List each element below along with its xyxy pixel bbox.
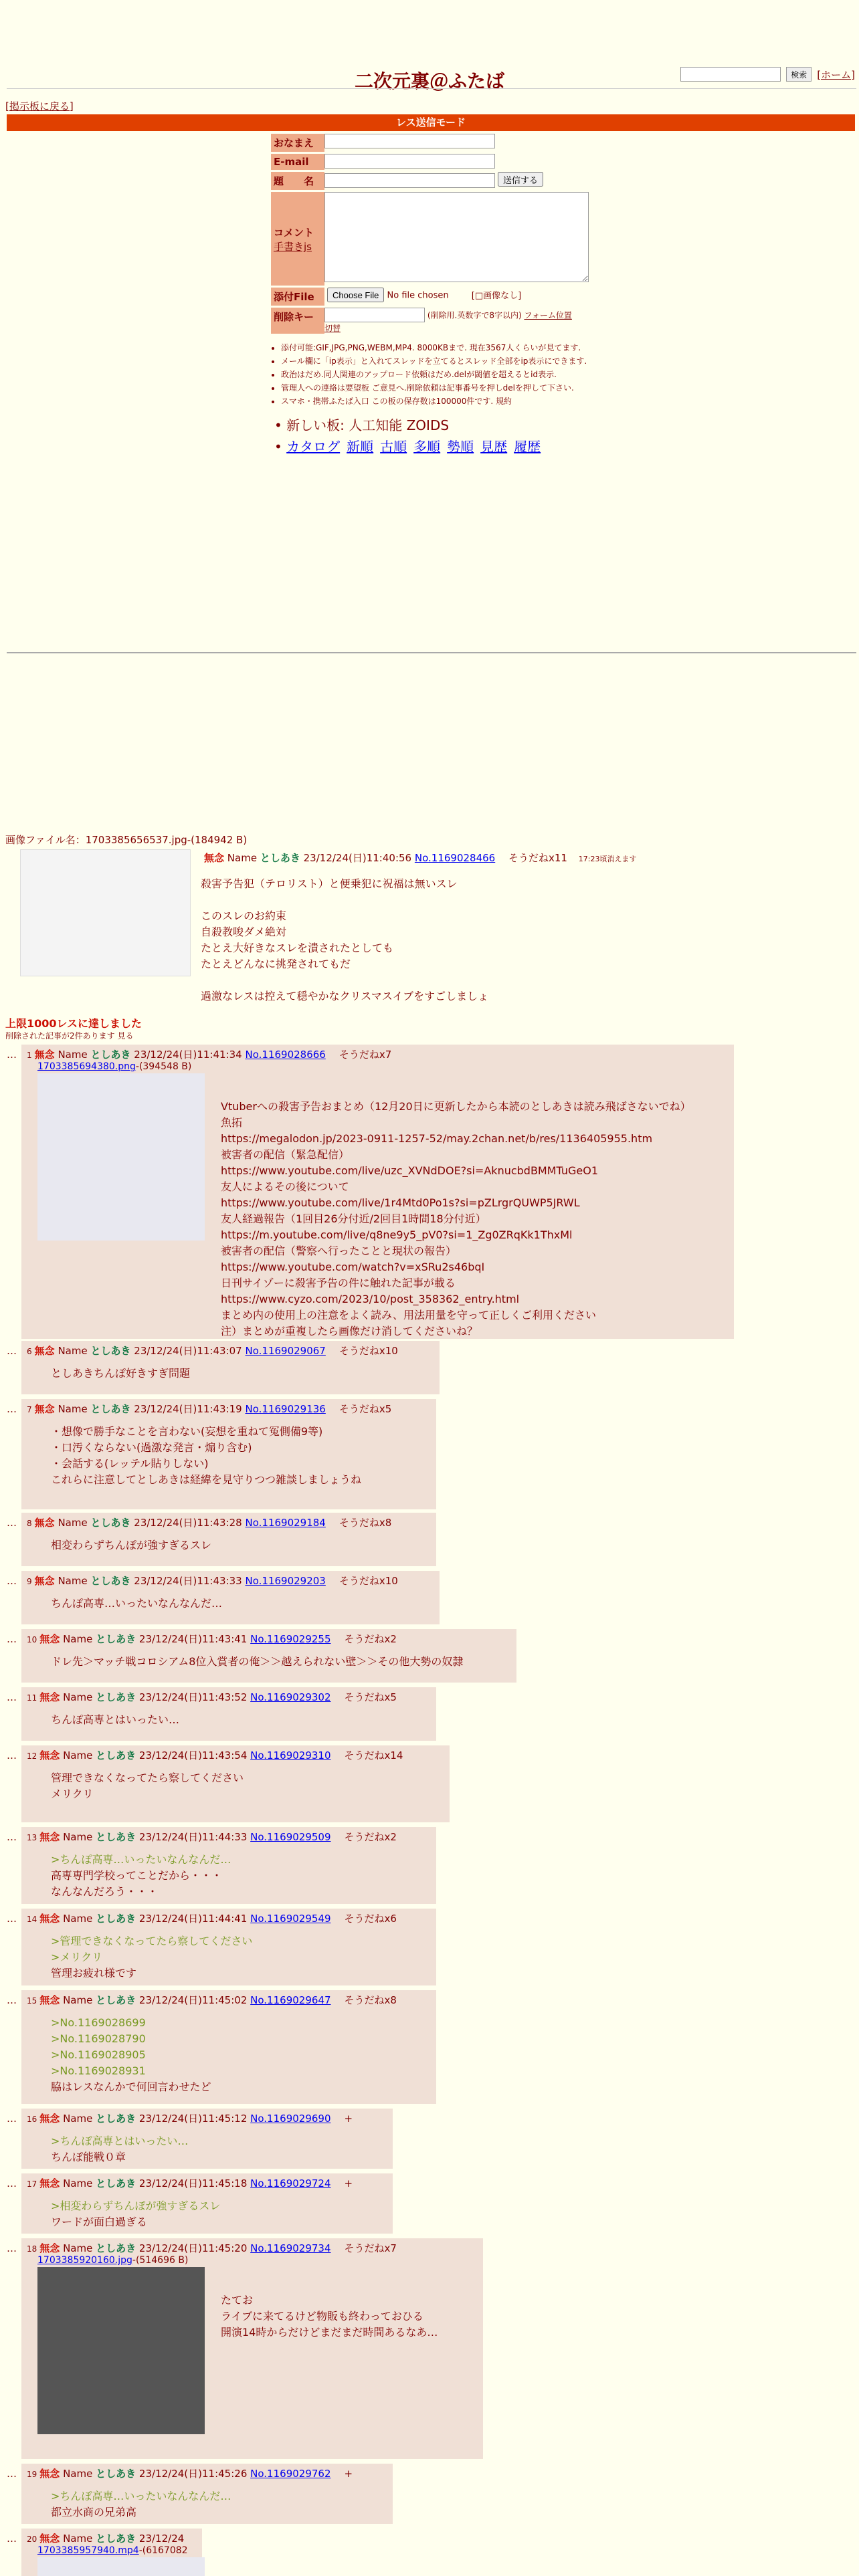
attachment-link[interactable]: 1703385957940.mp4 [37,2545,139,2556]
form-position-link[interactable]: フォーム位置 [524,310,572,320]
choose-file-button[interactable]: Choose File [327,288,384,302]
name-input[interactable] [324,134,495,148]
attachment-link[interactable]: 1703385920160.jpg [37,2255,132,2266]
response-date: 23/12/24(日)11:44:41 [138,1913,248,1925]
attachment-thumbnail[interactable] [37,2267,205,2434]
name-label: おなまえ [271,134,324,152]
search-button[interactable]: 検索 [786,67,812,82]
response-body: ちんぽ高専…いったいなんなんだ… [51,1597,223,1610]
soudane-button[interactable]: そうだねx6 [344,1913,397,1925]
response-header: 15 無念 Name としあき 23/12/24(日)11:45:02 No.1169029647 そうだねx8 [27,1994,397,2006]
response-date: 23/12/24 [138,2533,185,2545]
reply-dots: … [7,1049,17,1061]
notes-list [274,341,609,408]
response-12 [21,1745,450,1822]
response-10 [21,1629,516,1683]
response-header: 20 無念 Name としあき 23/12/24 [27,2533,185,2545]
response-number-link[interactable]: No.1169029509 [250,1831,331,1843]
note-item: • メール欄に「ip表示」と入れてスレッドを立てるとスレッド全部をip表示にできます. [281,354,609,368]
response-quote: >ちんぽ高専とはいったい… [51,2135,189,2147]
comment-label: コメント [274,227,314,239]
back-to-board-link[interactable]: [掲示板に戻る] [5,100,74,112]
response-body: ・想像で勝手なことを言わない(妄想を重ねて冤側備9等) ・口汚くならない(過激な発言・煽り含む) ・会話する(レッテル貼りしない) これらに注意してとしあきは経緯を見守りつつ雑談しましょうね [51,1425,362,1486]
response-6 [21,1341,440,1394]
home-link[interactable]: [ホーム] [817,68,855,81]
email-input[interactable] [324,154,495,169]
response-quote: >相変わらずちんぽが強すぎるスレ [51,2199,221,2212]
reply-dots: … [7,2468,17,2480]
most-link[interactable]: 多順 [413,439,441,455]
subject-label: 題 名 [271,172,324,190]
response-number-link[interactable]: No.1169029549 [250,1913,331,1925]
divider [7,88,856,89]
response-header: 11 無念 Name としあき 23/12/24(日)11:43:52 No.1169029302 そうだねx5 [27,1691,397,1703]
response-date: 23/12/24(日)11:43:28 [134,1517,242,1529]
reply-dots: … [7,1691,17,1703]
response-header: 7 無念 Name としあき 23/12/24(日)11:43:19 No.1169029136 そうだねx5 [27,1403,392,1415]
response-8 [21,1513,436,1566]
attachment-size: -(394548 B) [135,1061,192,1072]
response-body: ちんぽ能戦０章 [51,2151,126,2163]
divider [7,652,856,653]
response-date: 23/12/24(日)11:45:20 [138,2242,248,2254]
response-20 [21,2529,202,2576]
response-header: 1 無念 Name としあき 23/12/24(日)11:41:34 No.1169028666 そうだねx7 [27,1049,392,1061]
response-header: 18 無念 Name としあき 23/12/24(日)11:45:20 No.1169029734 そうだねx7 [27,2242,397,2254]
reply-dots: … [7,1633,17,1645]
response-body: 管理できなくなってたら察してください メリクリ [51,1772,244,1800]
reply-dots: … [7,1345,17,1357]
response-body: 相変わらずちんぽが強すぎるスレ [51,1539,212,1551]
newest-link[interactable]: 新順 [347,439,374,455]
email-label: E-mail [271,154,324,170]
response-number-link[interactable]: No.1169029690 [250,2113,331,2125]
oldest-link[interactable]: 古順 [380,439,407,455]
response-date: 23/12/24(日)11:43:33 [134,1575,242,1587]
response-body: 都立水商の兄弟高 [51,2506,137,2518]
soudane-button[interactable]: + [344,2177,353,2189]
response-16 [21,2109,393,2169]
reply-dots: … [7,2177,17,2189]
attachment-size: -(6167082 [138,2545,188,2556]
reply-dots: … [7,1517,17,1529]
note-item: • 管理人への連絡は要望板 ご意見へ.削除依頼は記事番号を押しdelを押して下さい. [281,381,609,395]
response-18 [21,2238,483,2459]
response-number-link[interactable]: No.1169028666 [245,1049,326,1061]
response-date: 23/12/24(日)11:43:19 [134,1403,242,1415]
op-header: 無念 Name としあき 23/12/24(日)11:40:56 No.1169028466 そうだねx11 17:23頃消えます [204,852,637,864]
attachment-size: -(514696 B) [132,2255,189,2266]
response-number-link[interactable]: No.1169029647 [250,1994,331,2006]
note-item: • スマホ・携帯ふたば入口 この板の保存数は100000件です. 規約 [281,395,609,408]
delete-key-input[interactable] [324,308,425,322]
response-13 [21,1827,436,1904]
soudane-button[interactable]: そうだねx14 [344,1749,403,1761]
soudane-button[interactable]: + [344,2113,353,2125]
response-body: Vtuberへの殺害予告おまとめ（12月20日に更新したから本読のとしあきは読み飛ばさないでね） 魚拓 https://megalodon.jp/2023-0911-1257-52/may.2chan.net/b/res/1136405955.htm 被害者の配信（緊急配信） https://www.youtube.com/live/uzc_XVNdDOE?si=AknucbdBMMTuGeO1 友人によるその後について https://www.youtube.com/live/1r4Mtd0Po1s?si=pZLrgrQUWP5JRWL 友人経過報告（1回目26分付近/2回目1時間18分付近） https://m.youtube.com/live/q8ne9y5_pV0?si=1_Zg0ZRqKk1ThxMl 被害者の配信（警察へ行ったことと現状の報告） https://www.youtube.com/watch?v=xSRu2s46bqI 日刊サイゾーに殺害予告の件に触れた記事が載る https://www.cyzo.com/2023/10/post_358362_entry.html まとめ内の使用上の注意をよく読み、用法用量を守って正しくご利用ください 注）まとめが重複したら画像だけ消してくださいね？ [221,1100,691,1337]
deleted-note[interactable]: 削除された記事が2件あります 見る [5,1031,134,1041]
response-15 [21,1990,436,2104]
response-date: 23/12/24(日)11:43:54 [138,1749,248,1761]
response-number-link[interactable]: No.1169029255 [250,1633,331,1645]
response-quote: >No.1169028699 >No.1169028790 >No.1169028905 >No.1169028931 [51,2016,146,2077]
response-number-link[interactable]: No.1169029136 [245,1403,326,1415]
op-file-info[interactable]: 画像ファイル名：1703385656537.jpg-(184942 B) [5,834,248,846]
board-title: 二次元裏＠ふたば [354,70,504,92]
response-quote: >ちんぽ高専…いったいなんなんだ… [51,1853,231,1866]
new-board-link[interactable]: 新しい板: 人工知能 ZOIDS [286,417,450,433]
soudane-button[interactable]: そうだねx5 [344,1691,397,1703]
soudane-button[interactable]: そうだねx10 [339,1345,398,1357]
soudane-button[interactable]: + [344,2468,353,2480]
reply-dots: … [7,2113,17,2125]
response-header: 8 無念 Name としあき 23/12/24(日)11:43:28 No.1169029184 そうだねx8 [27,1517,392,1529]
soudane-button[interactable]: そうだねx10 [339,1575,398,1587]
soudane-button[interactable]: そうだねx7 [339,1049,392,1061]
response-header: 12 無念 Name としあき 23/12/24(日)11:43:54 No.1169029310 そうだねx14 [27,1749,403,1761]
reply-dots: … [7,1403,17,1415]
op-soudane[interactable]: そうだねx11 [508,852,567,864]
delete-key-note: (削除用.英数字で8字以内) [427,310,522,320]
response-body: ワードが面白過ぎる [51,2216,148,2228]
response-date: 23/12/24(日)11:43:07 [134,1345,242,1357]
catalog-link[interactable]: カタログ [286,439,341,455]
response-quote: >管理できなくなってたら察してください >メリクリ [51,1935,253,1963]
response-number-link[interactable]: No.1169029734 [250,2242,331,2254]
response-body: ちんぽ高専とはいったい… [51,1713,180,1726]
response-header: 10 無念 Name としあき 23/12/24(日)11:43:41 No.1169029255 そうだねx2 [27,1633,397,1645]
subject-input[interactable] [324,173,495,188]
reply-dots: … [7,1749,17,1761]
post-form [271,134,589,336]
reply-dots: … [7,1913,17,1925]
response-number-link[interactable]: No.1169029724 [250,2177,331,2189]
response-date: 23/12/24(日)11:45:02 [138,1994,248,2006]
response-date: 23/12/24(日)11:45:12 [138,2113,248,2125]
delete-key-label: 削除キー [271,308,324,334]
response-header: 16 無念 Name としあき 23/12/24(日)11:45:12 No.1169029690 + [27,2113,353,2125]
soudane-button[interactable]: そうだねx2 [344,1633,397,1645]
response-number-link[interactable]: No.1169029067 [245,1345,326,1357]
response-number-link[interactable]: No.1169029203 [245,1575,326,1587]
response-header: 9 無念 Name としあき 23/12/24(日)11:43:33 No.1169029203 そうだねx10 [27,1575,398,1587]
switch-link[interactable]: 切替 [324,324,341,333]
comment-textarea[interactable] [324,192,589,282]
response-header: 14 無念 Name としあき 23/12/24(日)11:44:41 No.1169029549 そうだねx6 [27,1913,397,1925]
response-body: としあきちんぽ好きすぎ問題 [51,1367,191,1380]
response-body: 脇はレスなんかで何回言わせたど [51,2080,211,2093]
response-date: 23/12/24(日)11:45:18 [138,2177,248,2189]
response-number-link[interactable]: No.1169029762 [250,2468,331,2480]
attachment-thumbnail[interactable] [37,1073,205,1241]
response-7 [21,1399,436,1509]
response-quote: >ちんぽ高専…いったいなんなんだ… [51,2490,231,2502]
response-header: 19 無念 Name としあき 23/12/24(日)11:45:26 No.1169029762 + [27,2468,353,2480]
response-17 [21,2173,393,2234]
response-number-link[interactable]: No.1169029302 [250,1691,331,1703]
response-date: 23/12/24(日)11:41:34 [134,1049,242,1061]
op-number-link[interactable]: No.1169028466 [414,852,496,864]
reply-dots: … [7,1575,17,1587]
no-image-checkbox[interactable]: [□画像なし] [471,290,522,301]
soudane-button[interactable]: そうだねx7 [344,2242,397,2254]
attachment-link[interactable]: 1703385694380.png [37,1061,136,1072]
response-body: ドレ先＞マッチ戦コロシアム8位入賞者の俺＞＞越えられない壁＞＞その他大勢の奴隷 [51,1655,464,1668]
reply-dots: … [7,1831,17,1843]
response-14 [21,1909,436,1985]
attachment-thumbnail[interactable] [37,2557,205,2576]
handwrite-link[interactable]: 手書きjs [274,241,312,253]
response-1 [21,1045,734,1339]
soudane-button[interactable]: そうだねx5 [339,1403,392,1415]
history-link[interactable]: 履歴 [514,439,541,455]
soudane-button[interactable]: そうだねx8 [339,1517,392,1529]
response-date: 23/12/24(日)11:43:52 [138,1691,248,1703]
op-image[interactable] [20,849,191,976]
top-nav [680,67,855,82]
response-19 [21,2464,393,2524]
response-header: 17 無念 Name としあき 23/12/24(日)11:45:18 No.1169029724 + [27,2177,353,2189]
note-item: • 政治はだめ.同人関連のアップロード依頼はだめ.delが閾値を超えるとid表示. [281,368,609,381]
send-button[interactable]: 送信する [498,172,543,187]
reply-dots: … [7,2242,17,2254]
response-date: 23/12/24(日)11:45:26 [138,2468,248,2480]
response-date: 23/12/24(日)11:43:41 [138,1633,248,1645]
file-label: 添付File [271,288,324,306]
response-body: 管理お疲れ様です [51,1967,137,1979]
response-header: 13 無念 Name としあき 23/12/24(日)11:44:33 No.1169029509 そうだねx2 [27,1831,397,1843]
op-body: 殺害予告犯（テロリスト）と便乗犯に祝福は無いスレ このスレのお約束 自殺教唆ダメ絶対 たとえ大好きなスレを潰されたとしても たとえどんなに挑発されてもだ 過激なレスは控えて穏やかなクリスマスイブをすごしましょ [201,877,489,1002]
response-11 [21,1687,436,1741]
soudane-button[interactable]: そうだねx2 [344,1831,397,1843]
response-date: 23/12/24(日)11:44:33 [138,1831,248,1843]
mode-bar: レス送信モード [7,114,855,131]
reply-dots: … [7,2533,17,2545]
limit-notice: 上限1000レスに達しました [5,1017,142,1030]
viewed-link[interactable]: 見歴 [480,439,508,455]
response-number-link[interactable]: No.1169029310 [250,1749,331,1761]
response-header: 6 無念 Name としあき 23/12/24(日)11:43:07 No.1169029067 そうだねx10 [27,1345,398,1357]
search-input[interactable] [680,67,781,82]
note-item: • 添付可能:GIF,JPG,PNG,WEBM,MP4. 8000KBまで. 現在3567人くらいが見てます. [281,341,609,354]
response-9 [21,1571,440,1624]
soudane-button[interactable]: そうだねx8 [344,1994,397,2006]
momentum-link[interactable]: 勢順 [447,439,474,455]
response-number-link[interactable]: No.1169029184 [245,1517,326,1529]
response-body: 高専専門学校ってことだから・・・ なんなんだろう・・・ [51,1869,223,1898]
board-links: • 新しい板: 人工知能 ZOIDS • カタログ 新順 古順 多順 勢順 見歴 履歴 [274,417,541,455]
no-file-text: No file chosen [387,290,449,301]
reply-dots: … [7,1994,17,2006]
response-body: たてお ライブに来てるけど物販も終わっておひる 開演14時からだけどまだまだ時間あるなあ… [221,2294,438,2339]
